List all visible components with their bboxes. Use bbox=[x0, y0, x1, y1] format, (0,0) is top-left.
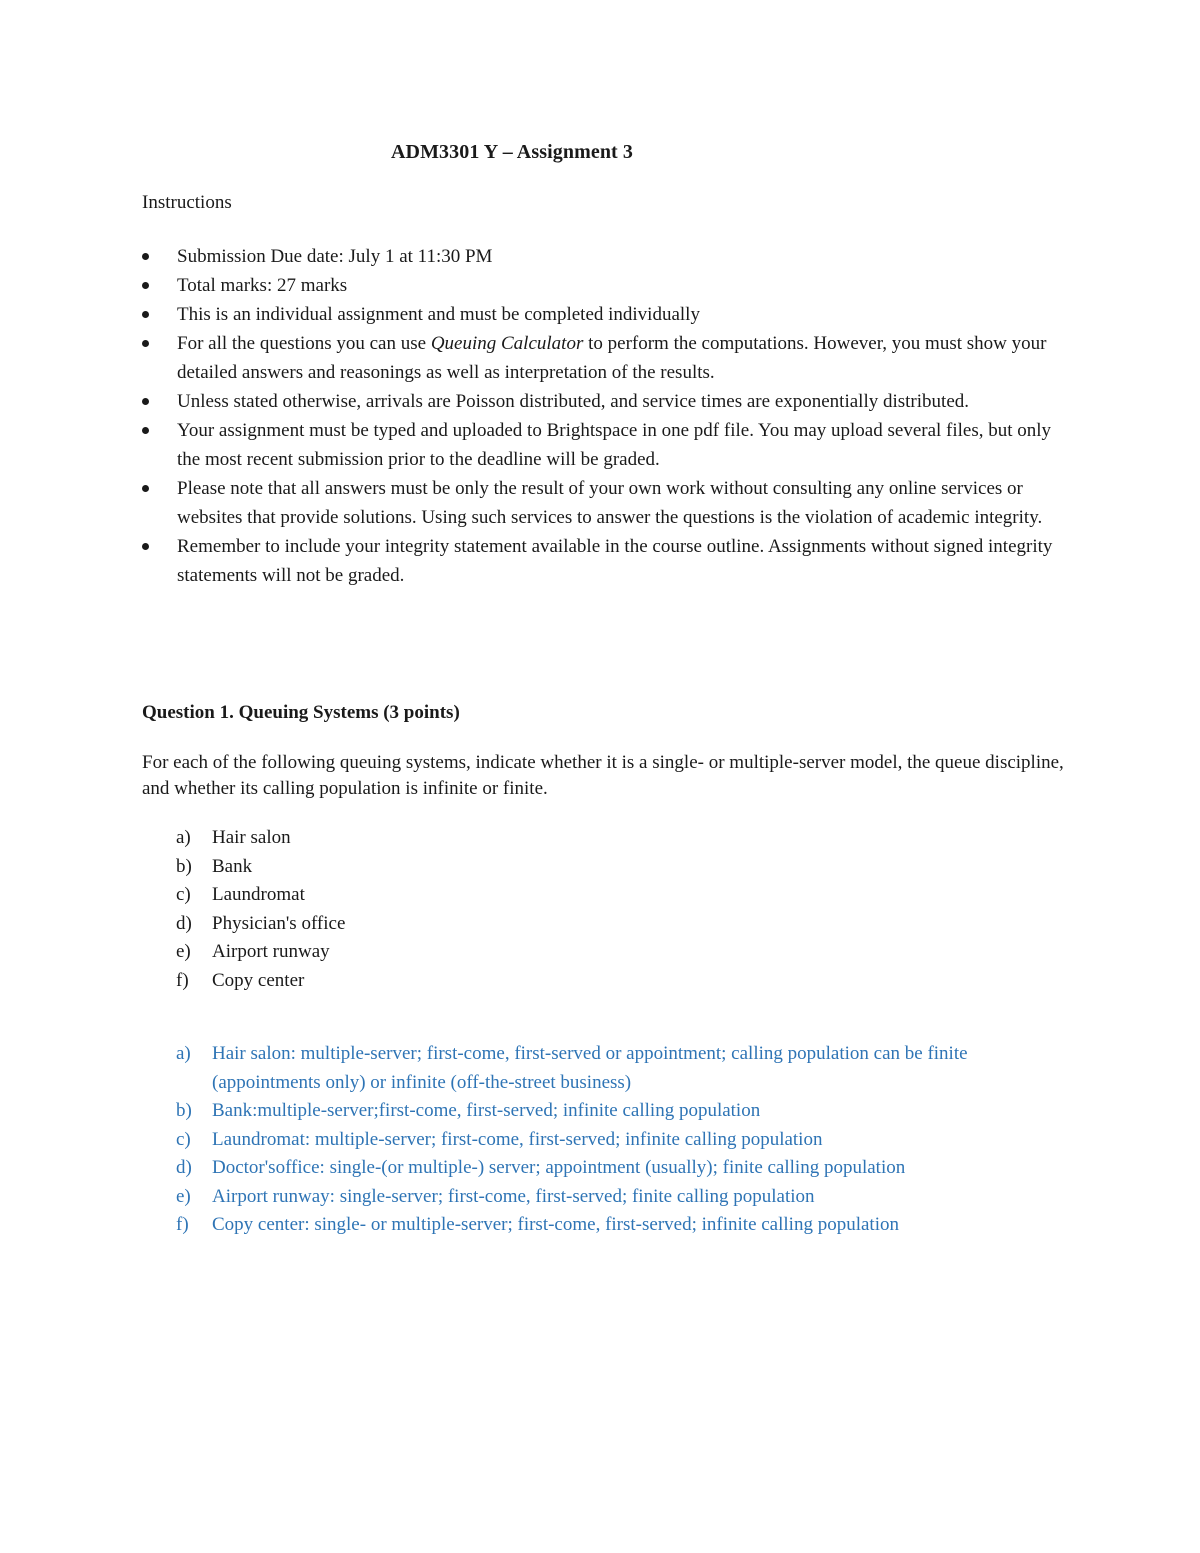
item-marker: b) bbox=[176, 855, 192, 877]
answer-text: Copy center: single- or multiple-server; first-come, first-served; infinite calling population bbox=[212, 1214, 899, 1235]
bullet-icon bbox=[142, 340, 149, 347]
instructions-label: Instructions bbox=[142, 192, 232, 213]
instruction-text-after: to perform the computations. However, you must show your detailed answers and reasonings as well as interpretation of the results. bbox=[177, 333, 1047, 383]
item-marker: a) bbox=[176, 827, 191, 848]
bullet-icon bbox=[142, 282, 149, 289]
item-text: Physician's office bbox=[212, 912, 346, 934]
list-item bbox=[176, 967, 345, 996]
instruction-item bbox=[142, 329, 1062, 387]
answer-item bbox=[176, 1211, 1076, 1240]
instruction-item bbox=[142, 416, 1062, 474]
instruction-text-before: For all the questions you can use bbox=[177, 333, 431, 354]
answer-text: Doctor'soffice: single-(or multiple-) server; appointment (usually); finite calling population bbox=[212, 1157, 906, 1178]
answer-text: Airport runway: single-server; first-come, first-served; finite calling population bbox=[212, 1185, 815, 1207]
bullet-icon bbox=[142, 427, 149, 434]
question-1-items bbox=[176, 824, 345, 995]
document-title: ADM3301 Y – Assignment 3 bbox=[390, 141, 634, 163]
answer-text: Hair salon: multiple-server; first-come, first-served or appointment; calling population can be finite (appointments only) or infinite (off-the-street business) bbox=[212, 1043, 968, 1093]
instruction-item bbox=[142, 532, 1062, 590]
item-text: Hair salon bbox=[212, 827, 291, 848]
instruction-item bbox=[142, 271, 1062, 300]
answer-marker: d) bbox=[176, 1157, 192, 1178]
list-item bbox=[176, 910, 345, 939]
question-1-prompt: For each of the following queuing systems, indicate whether it is a single- or multiple-server model, the queue discipline, and whether its calling population is infinite or finite. bbox=[142, 752, 1064, 799]
instructions-list bbox=[142, 242, 1062, 590]
item-text: Copy center bbox=[212, 969, 305, 991]
answer-item bbox=[176, 1154, 1076, 1183]
instruction-text: Submission Due date: July 1 at 11:30 PM bbox=[177, 246, 493, 267]
answer-item bbox=[176, 1183, 1076, 1212]
answer-item bbox=[176, 1126, 1076, 1155]
item-marker: f) bbox=[176, 969, 189, 991]
bullet-icon bbox=[142, 253, 149, 260]
answer-item bbox=[176, 1097, 1076, 1126]
instruction-text: Your assignment must be typed and uploaded to Brightspace in one pdf file. You may upload several files, but only the most recent submission prior to the deadline will be graded. bbox=[177, 420, 1052, 470]
instruction-text: Please note that all answers must be only the result of your own work without consulting any online services or websites that provide solutions. Using such services to answer the questions is the violation of academic integrity. bbox=[177, 478, 1043, 528]
instruction-item bbox=[142, 300, 1062, 329]
answer-marker: a) bbox=[176, 1043, 191, 1064]
item-marker: e) bbox=[176, 941, 191, 962]
answer-marker: e) bbox=[176, 1185, 191, 1207]
answer-marker: c) bbox=[176, 1128, 191, 1150]
bullet-icon bbox=[142, 485, 149, 492]
item-marker: c) bbox=[176, 884, 191, 905]
item-text: Bank bbox=[212, 855, 253, 877]
list-item bbox=[176, 881, 345, 910]
instruction-item bbox=[142, 387, 1062, 416]
question-1-answers bbox=[176, 1040, 1076, 1240]
answer-text: Bank:multiple-server;first-come, first-served; infinite calling population bbox=[212, 1100, 761, 1121]
list-item bbox=[176, 938, 345, 967]
bullet-icon bbox=[142, 543, 149, 550]
bullet-icon bbox=[142, 398, 149, 405]
instruction-text: Remember to include your integrity statement available in the course outline. Assignments without signed integrity statements will not be graded. bbox=[177, 536, 1053, 586]
instruction-text: Unless stated otherwise, arrivals are Poisson distributed, and service times are exponentially distributed. bbox=[177, 391, 969, 412]
answer-text: Laundromat: multiple-server; first-come, first-served; infinite calling population bbox=[212, 1128, 823, 1150]
instruction-item bbox=[142, 242, 1062, 271]
answer-marker: b) bbox=[176, 1100, 192, 1121]
bullet-icon bbox=[142, 311, 149, 318]
instruction-text: This is an individual assignment and must be completed individually bbox=[177, 304, 700, 325]
answer-marker: f) bbox=[176, 1214, 189, 1235]
item-text: Airport runway bbox=[212, 941, 330, 962]
instruction-item bbox=[142, 474, 1062, 532]
list-item bbox=[176, 824, 345, 853]
question-1-heading: Question 1. Queuing Systems (3 points) bbox=[142, 702, 460, 723]
item-marker: d) bbox=[176, 912, 192, 934]
answer-item bbox=[176, 1040, 1076, 1097]
queuing-calculator-emphasis: Queuing Calculator bbox=[430, 333, 584, 354]
list-item bbox=[176, 853, 345, 882]
instruction-text: Total marks: 27 marks bbox=[177, 275, 348, 296]
item-text: Laundromat bbox=[212, 884, 305, 905]
